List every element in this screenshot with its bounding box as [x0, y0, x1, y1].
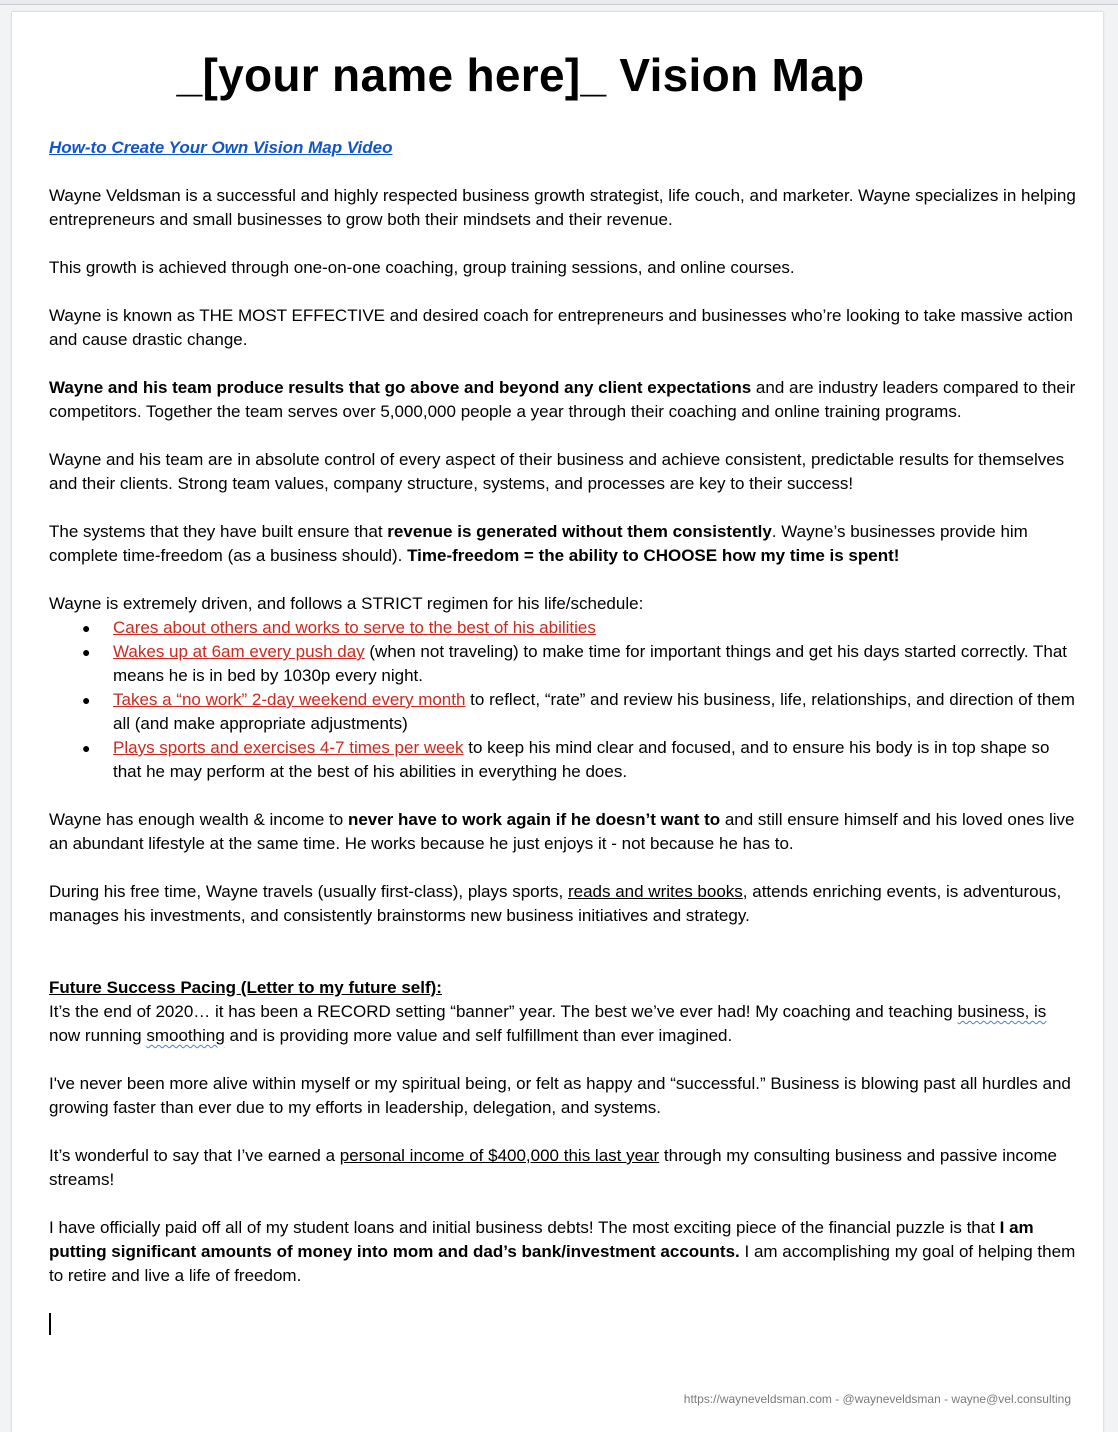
- regimen-text: to reflect, “rate” and review his business, life, relationships, and direction of them all (and make appropriate adjustments): [113, 690, 1075, 733]
- regimen-link[interactable]: Wakes up at 6am every push day: [113, 642, 365, 661]
- regimen-text: (when not traveling) to make time for important things and get his days started correctly. That means he is in bed by 1030p every night.: [113, 642, 1068, 685]
- paragraph-systems[interactable]: [49, 520, 1079, 568]
- results-text: and are industry leaders compared to their competitors. Together the team serves over 5,000,000 people a year through their coaching and online training programs.: [49, 378, 1076, 421]
- free-time-text-b: , attends enriching events, is adventurous, manages his investments, and consistently brainstorms new business initiatives and strategy.: [49, 882, 1062, 925]
- future4-text-b: I am accomplishing my goal of helping them to retire and live a life of freedom.: [49, 1242, 1076, 1285]
- paragraph-future-1[interactable]: [49, 1000, 1079, 1048]
- wealth-bold: never have to work again if he doesn’t want to: [347, 810, 721, 829]
- paragraph-regimen-intro[interactable]: Wayne is extremely driven, and follows a STRICT regimen for his life/schedule:: [49, 594, 644, 613]
- spelling-flag[interactable]: business, is: [957, 1002, 1047, 1021]
- future3-text-b: through my consulting business and passive income streams!: [49, 1146, 1058, 1189]
- paragraph-intro[interactable]: Wayne Veldsman is a successful and highly respected business growth strategist, life couch, and marketer. Wayne specializes in helping entrepreneurs and small businesses to grow both their mindsets and their revenue.: [49, 186, 1076, 229]
- list-item[interactable]: [49, 688, 1079, 736]
- systems-text-b: . Wayne’s businesses provide him complete time-freedom (as a business should).: [49, 522, 1028, 565]
- wealth-text-b: and still ensure himself and his loved ones live an abundant lifestyle at the same time. He works because he just enjoys it - not because he has to.: [49, 810, 1075, 853]
- books-link[interactable]: reads and writes books: [567, 882, 743, 901]
- bullet-icon: ●: [82, 620, 91, 636]
- future1-text-c: and is providing more value and self fulfillment than ever imagined.: [224, 1026, 733, 1045]
- regimen-link[interactable]: Plays sports and exercises 4-7 times per week: [113, 738, 464, 757]
- regimen-list: [49, 616, 1079, 784]
- paragraph-free-time[interactable]: [49, 880, 1079, 928]
- paragraph-future-2[interactable]: I've never been more alive within myself or my spiritual being, or felt as happy and “successful.” Business is blowing past all hurdles and growing faster than ever due to my efforts in leadership, delegation, and systems.: [49, 1074, 1071, 1117]
- systems-bold-b: Time-freedom = the ability to CHOOSE how my time is spent!: [407, 546, 900, 565]
- systems-bold-a: revenue is generated without them consistently: [387, 522, 772, 541]
- spelling-flag[interactable]: smoothing: [146, 1026, 225, 1045]
- list-item[interactable]: [49, 640, 1079, 688]
- paragraph-wealth[interactable]: [49, 808, 1079, 856]
- list-item[interactable]: [49, 616, 1079, 640]
- future4-bold: I am putting significant amounts of money into mom and dad’s bank/investment accounts.: [49, 1218, 1034, 1261]
- bullet-icon: ●: [82, 740, 91, 756]
- paragraph-future-3[interactable]: [49, 1144, 1079, 1192]
- systems-text-a: The systems that they have built ensure that: [49, 522, 388, 541]
- regimen-text: to keep his mind clear and focused, and to ensure his body is in top shape so that he may perform at the best of his abilities in everything he does.: [113, 738, 1050, 781]
- bullet-icon: ●: [82, 644, 91, 660]
- video-link[interactable]: How-to Create Your Own Vision Map Video: [49, 138, 393, 157]
- paragraph-control[interactable]: Wayne and his team are in absolute control of every aspect of their business and achieve consistent, predictable results for themselves and their clients. Strong team values, company structure, systems, and processes are key to their success!: [49, 450, 1065, 493]
- document-page[interactable]: [12, 12, 1103, 1432]
- results-bold-text: Wayne and his team produce results that go above and beyond any client expectations: [49, 378, 752, 397]
- paragraph-results[interactable]: [49, 376, 1079, 424]
- paragraph-growth[interactable]: This growth is achieved through one-on-one coaching, group training sessions, and online courses.: [49, 258, 795, 277]
- text-cursor: [49, 1313, 51, 1335]
- regimen-link[interactable]: Cares about others and works to serve to the best of his abilities: [113, 618, 596, 637]
- list-item[interactable]: [49, 736, 1079, 784]
- paragraph-future-4[interactable]: [49, 1216, 1079, 1288]
- document-title[interactable]: _[your name here]_ Vision Map: [176, 49, 865, 101]
- paragraph-known-as[interactable]: Wayne is known as THE MOST EFFECTIVE and desired coach for entrepreneurs and businesses who’re looking to take massive action and cause drastic change.: [49, 306, 1073, 349]
- future1-text-b: now running: [49, 1026, 147, 1045]
- future4-text-a: I have officially paid off all of my student loans and initial business debts! The most exciting piece of the financial puzzle is that: [49, 1218, 1000, 1237]
- free-time-text-a: During his free time, Wayne travels (usually first-class), plays sports,: [49, 882, 568, 901]
- toolbar-edge: [0, 0, 1118, 5]
- bullet-icon: ●: [82, 692, 91, 708]
- wealth-text-a: Wayne has enough wealth & income to: [49, 810, 348, 829]
- regimen-link[interactable]: Takes a “no work” 2-day weekend every month: [113, 690, 466, 709]
- future1-text-a: It’s the end of 2020… it has been a RECORD setting “banner” year. The best we’ve ever had! My coaching and teaching: [49, 1002, 958, 1021]
- future3-text-a: It’s wonderful to say that I’ve earned a: [49, 1146, 340, 1165]
- future-heading[interactable]: Future Success Pacing (Letter to my future self):: [49, 978, 442, 997]
- income-underlined: personal income of $400,000 this last year: [339, 1146, 660, 1165]
- page-footer: https://wayneveldsman.com - @wayneveldsman - wayne@vel.consulting: [683, 1392, 1071, 1406]
